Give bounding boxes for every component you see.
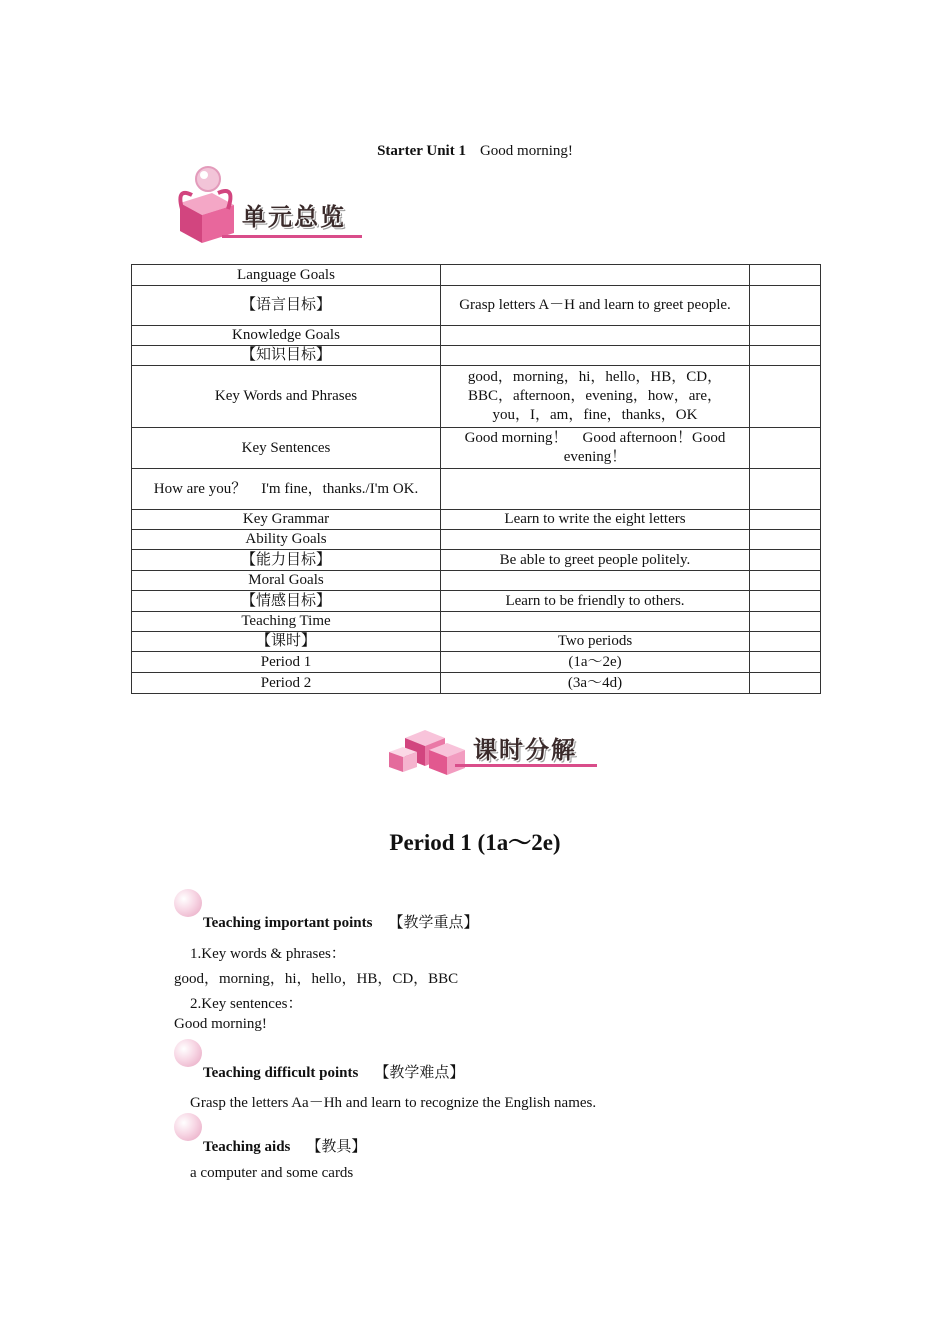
difficult-line-1: Grasp the letters Aa－Hh and learn to recognize the English names. — [190, 1095, 597, 1111]
table-cell — [750, 286, 821, 326]
table-cell — [441, 346, 750, 366]
table-cell — [750, 469, 821, 510]
table-row — [132, 366, 821, 428]
table-cell — [750, 510, 821, 530]
table-cell: 【课时】 — [132, 632, 441, 652]
unit-label: Starter Unit 1 — [377, 143, 466, 159]
period-title: Period 1 (1a～2e) — [389, 830, 561, 855]
breakdown-label: 课时分解 — [473, 736, 577, 764]
table-row — [132, 265, 821, 286]
table-cell: (3a～4d) — [441, 673, 750, 694]
table-cell — [750, 366, 821, 428]
table-row — [132, 326, 821, 346]
important-line-4: Good morning! — [174, 1016, 267, 1032]
table-cell: Language Goals — [132, 265, 441, 286]
breakdown-banner — [385, 720, 600, 780]
table-cell: Grasp letters A－H and learn to greet people. — [441, 286, 750, 326]
important-line-3: 2.Key sentences： — [190, 996, 303, 1012]
table-cell — [441, 326, 750, 346]
table-cell: Knowledge Goals — [132, 326, 441, 346]
table-cell — [750, 673, 821, 694]
table-cell — [441, 265, 750, 286]
table-cell: Good morning！ Good afternoon！Good evening！ — [441, 428, 750, 469]
table-cell: How are you？ I'm fine，thanks./I'm OK. — [132, 469, 441, 510]
important-line-2: good，morning，hi，hello，HB，CD，BBC — [174, 971, 459, 987]
table-row — [132, 530, 821, 550]
table-cell: Ability Goals — [132, 530, 441, 550]
important-points-heading: Teaching important points 【教学重点】 — [174, 911, 450, 932]
table-cell: 【能力目标】 — [132, 550, 441, 571]
table-cell — [750, 652, 821, 673]
table-cell: Be able to greet people politely. — [441, 550, 750, 571]
table-cell — [750, 265, 821, 286]
pink-ball-icon — [174, 1113, 202, 1141]
aids-line-1: a computer and some cards — [190, 1165, 354, 1181]
teaching-aids-heading: Teaching aids 【教具】 — [174, 1135, 337, 1156]
table-cell: Key Words and Phrases — [132, 366, 441, 428]
important-line-1: 1.Key words & phrases： — [190, 946, 346, 962]
table-cell: Period 2 — [132, 673, 441, 694]
table-cell: Key Grammar — [132, 510, 441, 530]
table-cell: Two periods — [441, 632, 750, 652]
table-row — [132, 428, 821, 469]
table-cell — [750, 550, 821, 571]
table-cell — [750, 326, 821, 346]
table-cell — [441, 469, 750, 510]
table-row — [132, 550, 821, 571]
table-row — [132, 673, 821, 694]
table-row — [132, 652, 821, 673]
table-cell: (1a～2e) — [441, 652, 750, 673]
table-row — [132, 632, 821, 652]
unit-summary-table — [131, 264, 821, 694]
table-cell: Moral Goals — [132, 571, 441, 591]
table-cell: good，morning，hi，hello，HB，CD，BBC，afternoon，evening，how，are，you，I，am，fine，thanks，OK — [441, 366, 750, 428]
table-cell — [441, 571, 750, 591]
table-cell — [441, 530, 750, 550]
table-cell: 【情感目标】 — [132, 591, 441, 612]
blocks-icon — [385, 720, 475, 780]
unit-title — [0, 143, 950, 160]
pink-ball-icon — [174, 889, 202, 917]
table-cell: Learn to write the eight letters — [441, 510, 750, 530]
table-row — [132, 571, 821, 591]
difficult-points-heading: Teaching difficult points 【教学难点】 — [174, 1061, 435, 1082]
table-row — [132, 286, 821, 326]
table-cell: 【知识目标】 — [132, 346, 441, 366]
table-cell: Teaching Time — [132, 612, 441, 632]
table-cell: Learn to be friendly to others. — [441, 591, 750, 612]
table-cell: Period 1 — [132, 652, 441, 673]
table-row — [132, 346, 821, 366]
table-cell — [750, 530, 821, 550]
table-cell — [750, 346, 821, 366]
table-cell — [750, 591, 821, 612]
table-row — [132, 469, 821, 510]
table-cell: Key Sentences — [132, 428, 441, 469]
table-cell — [441, 612, 750, 632]
overview-banner — [172, 165, 367, 247]
unit-name: Good morning! — [479, 143, 573, 159]
pink-ball-icon — [174, 1039, 202, 1067]
overview-label: 单元总览 — [242, 203, 346, 231]
table-cell — [750, 571, 821, 591]
table-row — [132, 510, 821, 530]
table-cell — [750, 632, 821, 652]
table-cell: 【语言目标】 — [132, 286, 441, 326]
table-cell — [750, 612, 821, 632]
table-row — [132, 612, 821, 632]
table-row — [132, 591, 821, 612]
table-cell — [750, 428, 821, 469]
